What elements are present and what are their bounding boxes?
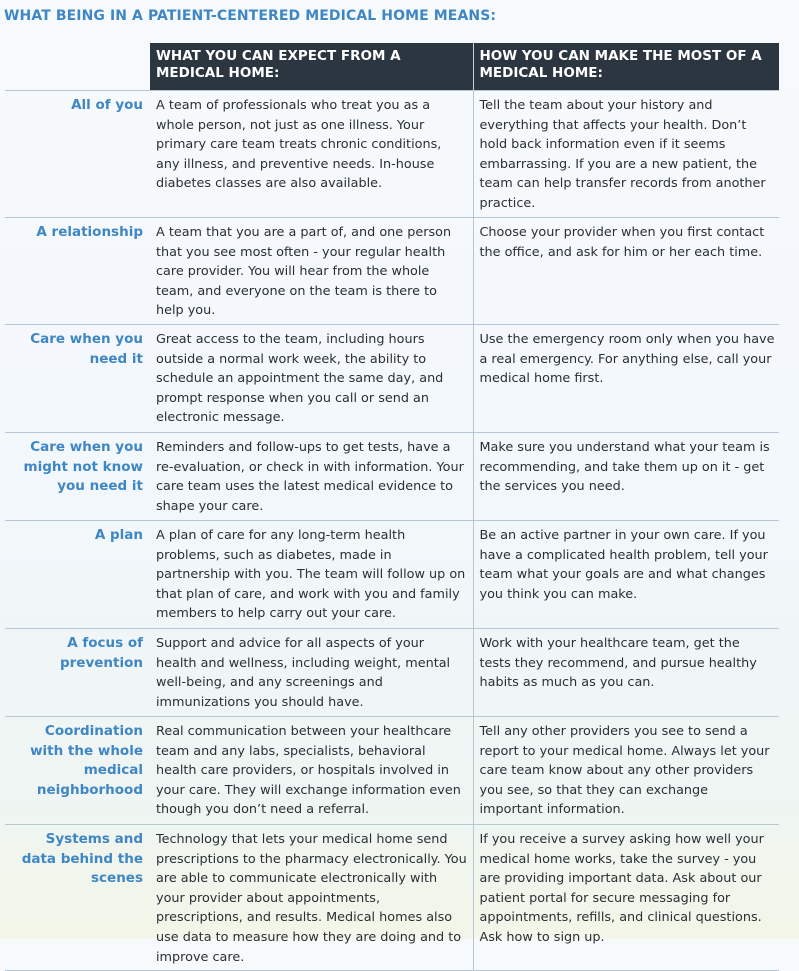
make-most-cell: Work with your healthcare team, get the tests they recommend, and pursue healthy habits as much as you can.	[473, 628, 779, 716]
row-label: A focus of prevention	[5, 628, 150, 716]
expect-cell: Great access to the team, including hours outside a normal work week, the ability to schedule an appointment the same day, and prompt response when you call or send an electronic message.	[150, 324, 473, 432]
table-row	[5, 520, 779, 628]
table-row	[5, 218, 779, 325]
row-label: A relationship	[5, 218, 150, 325]
expect-cell: Real communication between your healthcare team and any labs, specialists, behavioral health care providers, or hospitals involved in your care. They will exchange information even though you don’t need a referral.	[150, 716, 473, 824]
header-make-most: HOW YOU CAN MAKE THE MOST OF A MEDICAL HOME:	[473, 43, 779, 91]
table-row	[5, 432, 779, 520]
row-label: All of you	[5, 91, 150, 218]
table-row	[5, 824, 779, 970]
expect-cell: Reminders and follow-ups to get tests, have a re-evaluation, or check in with information. Your care team uses the latest medical evidence to shape your care.	[150, 432, 473, 520]
row-label: Coordination with the whole medical neighborhood	[5, 716, 150, 824]
header-empty-cell	[5, 43, 150, 91]
table-row	[5, 324, 779, 432]
page-title: WHAT BEING IN A PATIENT-CENTERED MEDICAL HOME MEANS:	[4, 8, 497, 24]
row-label: A plan	[5, 520, 150, 628]
table-row	[5, 91, 779, 218]
table-row	[5, 716, 779, 824]
make-most-cell: Choose your provider when you first contact the office, and ask for him or her each time.	[473, 218, 779, 325]
make-most-cell: Be an active partner in your own care. If you have a complicated health problem, tell your team what your goals are and what changes you think you can make.	[473, 520, 779, 628]
expect-cell: A plan of care for any long-term health problems, such as diabetes, made in partnership with you. The team will follow up on that plan of care, and work with you and family members to help carry out your care.	[150, 520, 473, 628]
header-row	[5, 43, 779, 91]
row-label: Care when you might not know you need it	[5, 432, 150, 520]
table-row	[5, 628, 779, 716]
make-most-cell: Tell any other providers you see to send a report to your medical home. Always let your care team know about any other providers you see, so that they can exchange important information.	[473, 716, 779, 824]
expect-cell: Support and advice for all aspects of your health and wellness, including weight, mental well-being, and any screenings and immunizations you should have.	[150, 628, 473, 716]
row-label: Care when you need it	[5, 324, 150, 432]
make-most-cell: If you receive a survey asking how well your medical home works, take the survey - you are providing important data. Ask about our patient portal for secure messaging for appointments, refills, and clinical questions. Ask how to sign up.	[473, 824, 779, 970]
make-most-cell: Tell the team about your history and everything that affects your health. Don’t hold back information even if it seems embarrassing. If you are a new patient, the team can help transfer records from another practice.	[473, 91, 779, 218]
expect-cell: A team that you are a part of, and one person that you see most often - your regular health care provider. You will hear from the whole team, and everyone on the team is there to help you.	[150, 218, 473, 325]
expect-cell: A team of professionals who treat you as a whole person, not just as one illness. Your primary care team treats chronic conditions, any illness, and preventive needs. In-house diabetes classes are also available.	[150, 91, 473, 218]
make-most-cell: Make sure you understand what your team is recommending, and take them up on it - get the services you need.	[473, 432, 779, 520]
header-expect: WHAT YOU CAN EXPECT FROM A MEDICAL HOME:	[150, 43, 473, 91]
medical-home-table	[5, 43, 779, 971]
make-most-cell: Use the emergency room only when you have a real emergency. For anything else, call your medical home first.	[473, 324, 779, 432]
row-label: Systems and data behind the scenes	[5, 824, 150, 970]
expect-cell: Technology that lets your medical home send prescriptions to the pharmacy electronically. You are able to communicate electronically with your provider about appointments, prescriptions, and results. Medical homes also use data to measure how they are doing and to improve care.	[150, 824, 473, 970]
